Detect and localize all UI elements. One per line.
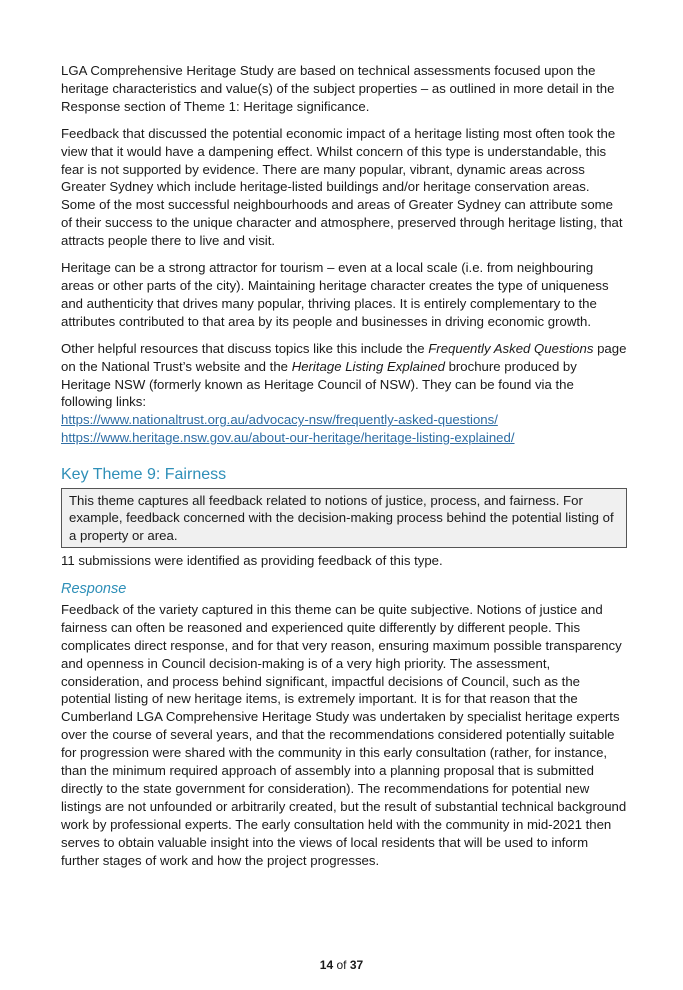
economic-impact-paragraph: Feedback that discussed the potential economic impact of a heritage listing most often took the view that it would have a dampening effect. Whilst concern of this type is understandable, this fear is not supported by evidence. There are many popular, vibrant, dynamic areas across Greater Sydney which include heritage-listed buildings and/or heritage conservation areas. Some of the most successful neighbourhoods and areas of Greater Sydney can attribute some of their success to the unique character and atmosphere, preserved through heritage listing, that attracts people there to live and visit. <box>61 125 623 249</box>
submissions-count: 11 submissions were identified as providing feedback of this type. <box>61 553 443 569</box>
heritage-nsw-link[interactable]: https://www.heritage.nsw.gov.au/about-our-heritage/heritage-listing-explained/ <box>61 430 515 446</box>
document-page <box>61 62 627 879</box>
tourism-paragraph: Heritage can be a strong attractor for tourism – even at a local scale (i.e. from neighbouring areas or other parts of the city). Maintaining heritage character creates the type of uniqueness and authenticity that drives many popular, thriving places. It is entirely complementary to the attributes contributed to that area by its people and businesses in driving economic growth. <box>61 260 609 329</box>
theme-heading: Key Theme 9: Fairness <box>61 466 227 484</box>
faq-title: Frequently Asked Questions <box>428 340 594 356</box>
resources-paragraph: Other helpful resources that discuss topics like this include the Frequently Asked Questions page on the National Trust’s website and the Heritage Listing Explained brochure produced by Heritage NSW (formerly known as Heritage Council of NSW). They can be found via the following links: <box>61 340 627 410</box>
page-number: 14 of 37 <box>319 958 364 972</box>
theme-description-box: This theme captures all feedback related to notions of justice, process, and fairness. For example, feedback concerned with the decision-making process behind the potential listing of a property or area. <box>61 488 627 548</box>
response-heading: Response <box>61 580 127 597</box>
brochure-title: Heritage Listing Explained <box>291 358 445 374</box>
intro-paragraph: LGA Comprehensive Heritage Study are based on technical assessments focused upon the heritage characteristics and value(s) of the subject properties – as outlined in more detail in the Response section of Theme 1: Heritage significance. <box>61 63 615 114</box>
national-trust-link[interactable]: https://www.nationaltrust.org.au/advocacy-nsw/frequently-asked-questions/ <box>61 412 498 428</box>
response-paragraph: Feedback of the variety captured in this theme can be quite subjective. Notions of justice and fairness can often be reasoned and experienced quite differently by different people. This complicates direct response, and for that very reason, ensuring maximum possible transparency and openness in Council decision-making is of a very high priority. The assessment, consideration, and process behind significant, impactful decisions of Council, such as the potential listing of new heritage items, is extremely important. It is for that reason that the Cumberland LGA Comprehensive Heritage Study was undertaken by specialist heritage experts over the course of several years, and that the recommendations considered potentially suitable for progression were shared with the community in this early consultation (rather, for instance, than the minimum required approach of assembly into a planning proposal that is submitted directly to the state government for consideration). The recommendations for potential new listings are not unfounded or arbitrarily created, but the result of substantial technical background work by professional experts. The early consultation held with the community in mid-2021 then serves to obtain valuable insight into the views of local residents that will be used to inform further stages of work and how the project progresses. <box>61 601 627 868</box>
